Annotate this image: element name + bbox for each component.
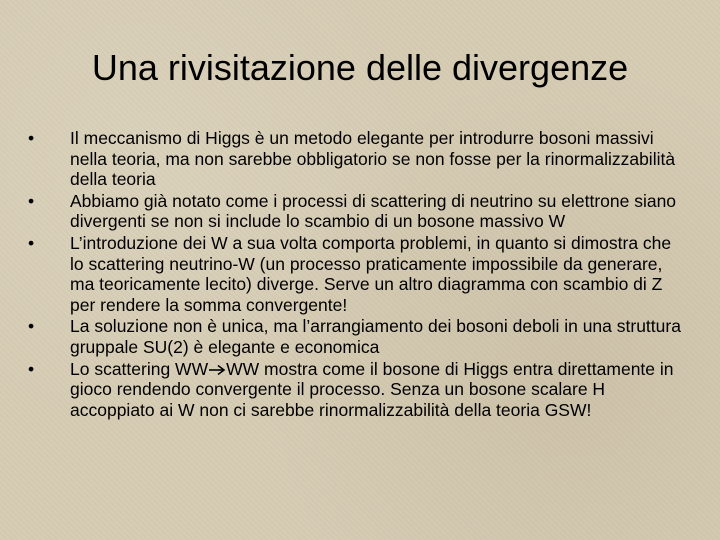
bullet-text: La soluzione non è unica, ma l’arrangiamento dei bosoni deboli in una struttura gruppale SU(2) è elegante e economica [70, 316, 681, 357]
bullet-text: Abbiamo già notato come i processi di scattering di neutrino su elettrone siano divergenti se non si include lo scambio di un bosone massivo W [70, 190, 677, 232]
slide-title: Una rivisitazione delle divergenze [91, 47, 629, 88]
bullet-text-after-arrow: WW mostra come il bosone di Higgs entra direttamente in gioco rendendo convergente il processo. Senza un bosone scalare H accoppiato ai W non ci sarebbe rinormalizzabilità della teoria GSW! [70, 358, 674, 420]
right-arrow-icon [208, 359, 226, 380]
bullet-item [28, 233, 688, 315]
bullet-dot-icon: • [28, 190, 35, 211]
bullet-item [28, 191, 688, 232]
bullet-dot-icon: • [28, 128, 35, 148]
bullet-item [28, 128, 688, 190]
bullet-item [28, 316, 688, 357]
bullet-text: Il meccanismo di Higgs è un metodo elegante per introdurre bosoni massivi nella teoria, ma non sarebbe obbligatorio se non fosse per la rinormalizzabilità della teoria [70, 128, 676, 190]
bullet-text: L’introduzione dei W a sua volta comporta problemi, in quanto si dimostra che lo scattering neutrino-W (un processo praticamente impossibile da generare, ma teoricamente lecito) diverge. Serve un altro diagramma con scambio di Z per rendere la somma convergente! [70, 232, 672, 315]
bullet-item [28, 359, 688, 421]
bullet-dot-icon: • [28, 232, 35, 253]
bullet-list [28, 128, 688, 421]
bullet-dot-icon: • [28, 316, 35, 337]
bullet-text-before-arrow: Lo scattering WW [70, 358, 209, 379]
bullet-dot-icon: • [28, 358, 35, 379]
